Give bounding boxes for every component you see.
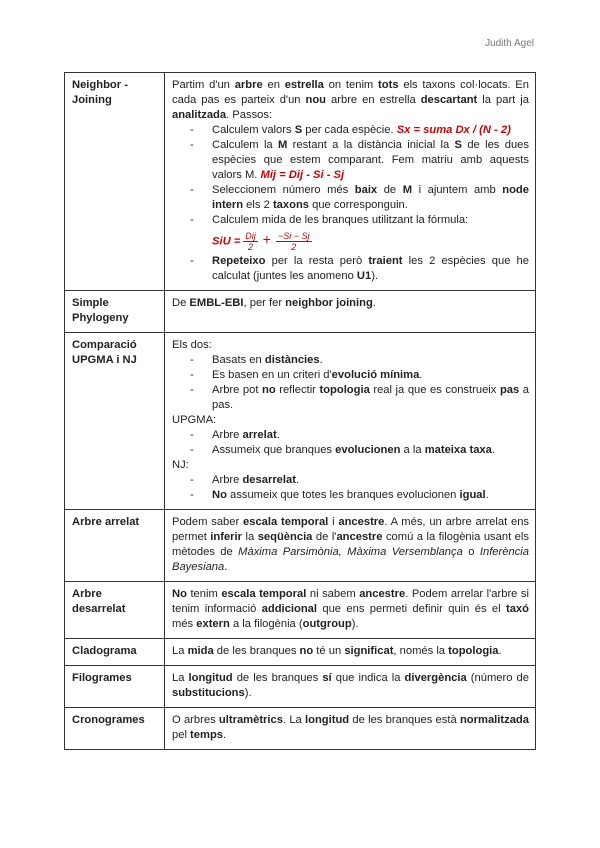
text-segment: a pas. (212, 384, 529, 411)
text-segment: . (491, 444, 495, 456)
term-cell: Neighbor - Joining (65, 73, 165, 291)
text-segment: De (172, 297, 190, 309)
term-cell: Simple Phylogeny (65, 291, 165, 333)
list-item (212, 473, 529, 488)
text-segment: Arbre (212, 429, 243, 441)
text-segment: que corresponguin. (309, 199, 408, 211)
text-segment: Podem saber (172, 516, 244, 528)
definition-cell (165, 510, 536, 582)
text-segment: evolució mínima (331, 369, 420, 381)
paragraph (172, 515, 529, 575)
text-segment: de les branques (213, 645, 300, 657)
text-segment: de les branques està (349, 714, 460, 726)
text-segment: Màxima Parsimònia, Màxima Versemblança (238, 546, 463, 558)
text-segment: taxons (272, 199, 309, 211)
text-segment: No (172, 588, 187, 600)
text-segment: . La (282, 714, 306, 726)
list-item (212, 123, 529, 138)
text-segment: ancestre (359, 588, 406, 600)
text-segment: a la filogènia ( (229, 618, 303, 630)
list-item (212, 213, 529, 254)
text-segment: La (172, 645, 188, 657)
operator: + (262, 231, 271, 248)
text-segment: . Passos: (226, 109, 273, 121)
text-segment: on tenim (323, 79, 379, 91)
term-cell: Cronogrames (65, 708, 165, 750)
text-segment: S (294, 124, 303, 136)
text-segment: no (299, 645, 314, 657)
text-segment: desarrelat (242, 474, 296, 486)
text-segment: i ajuntem amb (412, 184, 503, 196)
text-segment: no (262, 384, 276, 396)
fraction (276, 231, 312, 252)
text-segment: U1 (356, 270, 372, 282)
text-segment: de l' (312, 531, 337, 543)
text-segment: longitud (188, 672, 233, 684)
text-segment: o (462, 546, 480, 558)
text-segment: que ens permeti definir quin és el (317, 603, 506, 615)
text-segment: . (372, 297, 376, 309)
denominator: 2 (248, 242, 254, 252)
text-segment: Inferència Bayesiana (172, 546, 529, 573)
text-segment: addicional (261, 603, 317, 615)
text-segment: ). (244, 687, 252, 699)
text-segment: divergència (404, 672, 467, 684)
term-cell: Cladograma (65, 639, 165, 666)
text-segment: distàncies (264, 354, 320, 366)
list-item (212, 183, 529, 213)
text-segment: Calculem mida de les branques utilitzant la fórmula: (212, 214, 469, 226)
text-segment: els taxons col·locats. En cada pas es parteix d'un (172, 79, 529, 106)
text-segment: Es basen en un criteri d' (212, 369, 332, 381)
fraction (243, 231, 258, 252)
table-row (65, 666, 536, 708)
table-row (65, 510, 536, 582)
text-segment: de les branques (232, 672, 323, 684)
text-segment: topologia (319, 384, 370, 396)
text-segment: pel (172, 729, 191, 741)
list-item (212, 353, 529, 368)
text-segment: longitud (305, 714, 350, 726)
text-segment: Arbre pot (212, 384, 263, 396)
table-row (65, 333, 536, 510)
numerator: Dij (245, 231, 256, 241)
text-segment: ancestre (338, 516, 385, 528)
text-segment: Sx = suma Dx / (N - 2) (396, 124, 511, 136)
text-segment: Calculem valors (212, 124, 295, 136)
numerator: −Si − Sj (277, 231, 310, 241)
formula (212, 228, 529, 254)
formula-lhs: SiU = (212, 235, 241, 248)
text-segment: ni sabem (306, 588, 360, 600)
text-segment: ). (371, 270, 379, 282)
text-segment: arbre en estrella (326, 94, 421, 106)
text-segment: mateixa taxa (424, 444, 492, 456)
text-segment: sí (322, 672, 332, 684)
text-segment: arrelat (242, 429, 277, 441)
list-item (212, 254, 529, 284)
denominator: 2 (291, 242, 297, 252)
text-segment: neighbor joining (285, 297, 373, 309)
text-segment: , només la (393, 645, 449, 657)
text-segment: Arbre (212, 474, 243, 486)
text-segment: traient (368, 255, 403, 267)
text-segment: , per fer (243, 297, 286, 309)
text-segment: tenim (186, 588, 222, 600)
list-item (212, 428, 529, 443)
text-segment: temps (190, 729, 223, 741)
text-segment: . (419, 369, 423, 381)
text-segment: M (402, 184, 413, 196)
text-segment: que indica la (331, 672, 405, 684)
text-segment: de les dues espècies que estem comparant. Fem matriu amb aquests valors M. (212, 139, 529, 181)
text-segment: de (377, 184, 403, 196)
text-segment: UPGMA: (172, 414, 217, 426)
text-segment: Mij = Dij - Si - Sj (260, 169, 345, 181)
text-segment: evolucionen (335, 444, 401, 456)
text-segment: descartant (420, 94, 478, 106)
text-segment: NJ: (172, 459, 189, 471)
definition-cell (165, 666, 536, 708)
text-segment: ). (351, 618, 359, 630)
text-segment: . A més, un arbre arrelat ens permet (172, 516, 530, 543)
text-segment: ultramètrics (218, 714, 283, 726)
definition-cell (165, 291, 536, 333)
text-segment: restant a la distància inicial la (287, 139, 455, 151)
text-segment: els 2 (243, 199, 273, 211)
text-segment: les 2 espècies que he calculat (juntes les anomeno (212, 255, 529, 282)
text-segment: Assumeix que branques (212, 444, 336, 456)
text-segment: Els dos: (172, 339, 212, 351)
text-segment: node intern (212, 184, 529, 211)
text-segment: arbre (234, 79, 263, 91)
text-segment: taxó (505, 603, 529, 615)
text-segment: . Podem arrelar l'arbre si tenim informació (172, 588, 530, 615)
paragraph (172, 338, 529, 353)
text-segment: en (262, 79, 285, 91)
list-item (212, 368, 529, 383)
table-row (65, 582, 536, 639)
bullet-list (172, 123, 529, 284)
text-segment: Basats en (212, 354, 265, 366)
list-item (212, 383, 529, 413)
text-segment: igual (459, 489, 486, 501)
text-segment: normalitzada (459, 714, 529, 726)
paragraph (172, 296, 529, 311)
text-segment: i (328, 516, 339, 528)
glossary-table (64, 72, 536, 750)
text-segment: EMBL-EBI (189, 297, 244, 309)
text-segment: la (242, 531, 258, 543)
bullet-list (172, 353, 529, 413)
text-segment: . (319, 354, 323, 366)
text-segment: S (454, 139, 463, 151)
text-segment: . (498, 645, 502, 657)
term-cell: Arbre desarrelat (65, 582, 165, 639)
text-segment: Calculem la (212, 139, 278, 151)
text-segment: topologia (448, 645, 499, 657)
text-segment: a la (400, 444, 425, 456)
text-segment: La (172, 672, 189, 684)
text-segment: estrella (284, 79, 324, 91)
text-segment: assumeix que totes les branques evolucionen (226, 489, 460, 501)
paragraph (172, 413, 529, 428)
list-item (212, 488, 529, 503)
paragraph (172, 713, 529, 743)
text-segment: substitucions (172, 687, 245, 699)
text-segment: . (485, 489, 489, 501)
text-segment: baix (354, 184, 378, 196)
page-header-author: Judith Agel (485, 38, 534, 49)
definition-cell (165, 639, 536, 666)
term-cell: Arbre arrelat (65, 510, 165, 582)
table-row (65, 708, 536, 750)
text-segment: . (224, 561, 228, 573)
text-segment: outgroup (302, 618, 352, 630)
text-segment: tots (378, 79, 399, 91)
text-segment: Partim d'un (172, 79, 235, 91)
text-segment: nou (305, 94, 327, 106)
table-row (65, 291, 536, 333)
text-segment: extern (196, 618, 230, 630)
text-segment: inferir (210, 531, 243, 543)
text-segment: real ja que es construeix (369, 384, 500, 396)
text-segment: analitzada (172, 109, 227, 121)
definition-cell (165, 708, 536, 750)
text-segment: M (277, 139, 288, 151)
paragraph (172, 587, 529, 632)
definition-cell (165, 333, 536, 510)
term-cell: Comparació UPGMA i NJ (65, 333, 165, 510)
text-segment: ancestre (336, 531, 383, 543)
text-segment: mida (187, 645, 214, 657)
text-segment: per la resta però (265, 255, 369, 267)
text-segment: Repeteixo (212, 255, 266, 267)
text-segment: significat (344, 645, 394, 657)
text-segment: . (223, 729, 227, 741)
paragraph (172, 458, 529, 473)
bullet-list (172, 473, 529, 503)
text-segment: Seleccionem número més (212, 184, 355, 196)
text-segment: O arbres (172, 714, 219, 726)
term-cell: Filogrames (65, 666, 165, 708)
text-segment: la part ja (477, 94, 529, 106)
text-segment: comú a la filogènia usant els mètodes de (172, 531, 529, 558)
paragraph (172, 78, 529, 123)
definition-cell (165, 582, 536, 639)
text-segment: seqüència (257, 531, 313, 543)
text-segment: (número de (466, 672, 529, 684)
text-segment: . (276, 429, 280, 441)
text-segment: per cada espècie. (302, 124, 397, 136)
text-segment: escala temporal (221, 588, 307, 600)
text-segment: No (212, 489, 227, 501)
text-segment: té un (313, 645, 345, 657)
bullet-list (172, 428, 529, 458)
text-segment: més (172, 618, 197, 630)
list-item (212, 138, 529, 183)
text-segment: escala temporal (243, 516, 329, 528)
text-segment: pas (499, 384, 520, 396)
paragraph (172, 671, 529, 701)
paragraph (172, 644, 529, 659)
definition-cell (165, 73, 536, 291)
list-item (212, 443, 529, 458)
table-row (65, 73, 536, 291)
text-segment: reflectir (275, 384, 320, 396)
table-row (65, 639, 536, 666)
text-segment: . (295, 474, 300, 486)
